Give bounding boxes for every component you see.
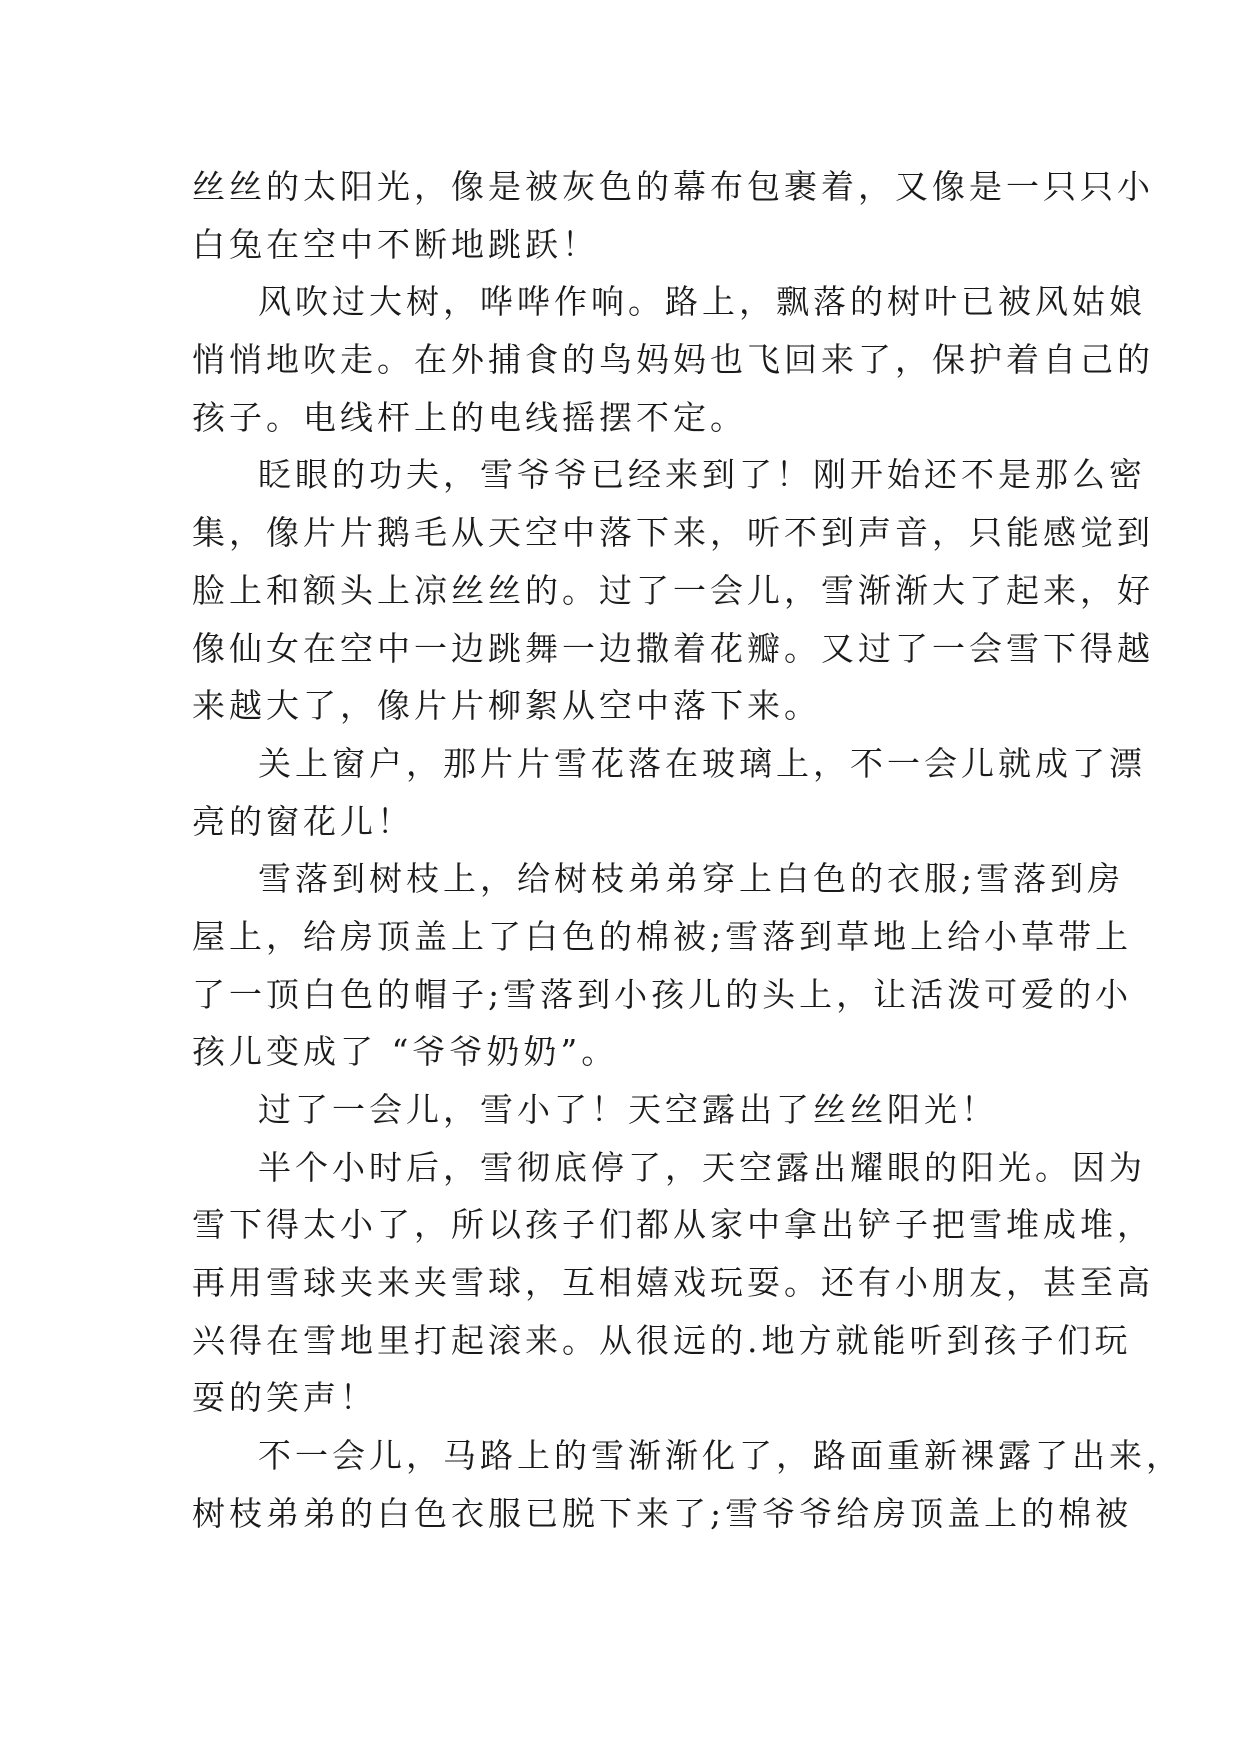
text-line: 像仙女在空中一边跳舞一边撒着花瓣。又过了一会雪下得越 [192, 628, 1154, 668]
text-line: 孩儿变成了 “爷爷奶奶”。 [192, 1032, 619, 1072]
text-line: 再用雪球夹来夹雪球，互相嬉戏玩耍。还有小朋友，甚至高 [192, 1263, 1154, 1303]
text-line: 风吹过大树，哗哗作响。路上，飘落的树叶已被风姑娘 [258, 282, 1146, 322]
text-line: 树枝弟弟的白色衣服已脱下来了;雪爷爷给房顶盖上的棉被 [192, 1493, 1133, 1533]
text-line: 来越大了，像片片柳絮从空中落下来。 [192, 686, 821, 726]
text-line: 过了一会儿，雪小了！天空露出了丝丝阳光！ [258, 1090, 998, 1129]
text-line: 半个小时后，雪彻底停了，天空露出耀眼的阳光。因为 [258, 1147, 1146, 1187]
text-line: 悄悄地吹走。在外捕食的鸟妈妈也飞回来了，保护着自己的 [192, 340, 1154, 380]
article-body [192, 158, 1183, 1543]
text-line: 丝丝的太阳光，像是被灰色的幕布包裹着，又像是一只只小 [192, 167, 1154, 206]
text-line: 雪下得太小了，所以孩子们都从家中拿出铲子把雪堆成堆， [192, 1205, 1154, 1245]
text-line: 不一会儿，马路上的雪渐渐化了，路面重新裸露了出来， [258, 1436, 1183, 1476]
text-line: 关上窗户，那片片雪花落在玻璃上，不一会儿就成了漂 [258, 743, 1146, 783]
text-line: 屋上，给房顶盖上了白色的棉被;雪落到草地上给小草带上 [192, 916, 1133, 956]
text-line: 兴得在雪地里打起滚来。从很远的.地方就能听到孩子们玩 [192, 1320, 1132, 1360]
text-line: 脸上和额头上凉丝丝的。过了一会儿，雪渐渐大了起来，好 [192, 570, 1154, 610]
text-line: 集，像片片鹅毛从天空中落下来，听不到声音，只能感觉到 [192, 513, 1154, 553]
text-line: 亮的窗花儿！ [192, 801, 414, 841]
text-line: 了一顶白色的帽子;雪落到小孩儿的头上，让活泼可爱的小 [192, 974, 1133, 1014]
text-line: 孩子。电线杆上的电线摇摆不定。 [192, 397, 747, 437]
text-line: 白兔在空中不断地跳跃！ [192, 224, 599, 264]
text-line: 眨眼的功夫，雪爷爷已经来到了！刚开始还不是那么密 [258, 455, 1146, 495]
text-line: 耍的笑声！ [192, 1378, 377, 1418]
text-line: 雪落到树枝上，给树枝弟弟穿上白色的衣服;雪落到房 [258, 859, 1125, 899]
